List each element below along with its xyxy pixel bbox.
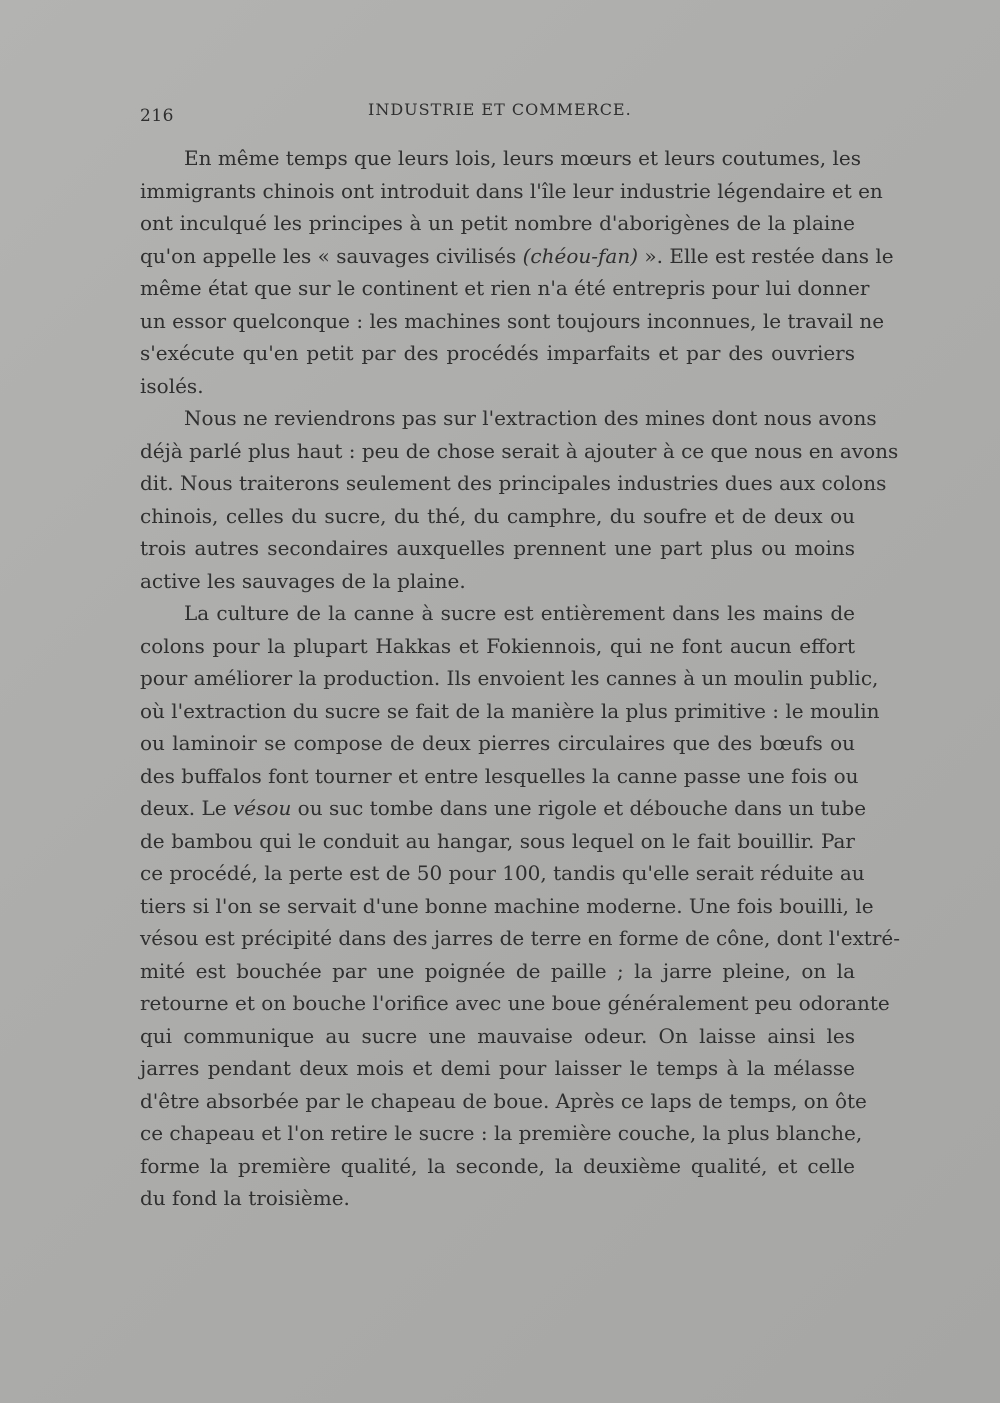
text-line: forme la première qualité, la seconde, la deuxième qualité, et celle xyxy=(140,1153,855,1178)
text-line: colons pour la plupart Hakkas et Fokiennois, qui ne font aucun effort xyxy=(140,633,855,658)
text-segment: deux. Le xyxy=(140,796,233,820)
text-line: La culture de la canne à sucre est entièrement dans les mains de xyxy=(184,601,855,625)
text-line: pour améliorer la production. Ils envoient les cannes à un moulin public, xyxy=(140,666,879,690)
text-line: s'exécute qu'en petit par des procédés imparfaits et par des ouvriers xyxy=(140,341,855,365)
text-segment: qu'on appelle les « sauvages civilisés xyxy=(140,243,523,268)
text-line: vésou est précipité dans des jarres de terre en forme de cône, dont l'extré- xyxy=(140,926,900,950)
text-line: chinois, celles du sucre, du thé, du camphre, du soufre et de deux ou xyxy=(140,503,855,528)
text-line: mité est bouchée par une poignée de paille ; la jarre pleine, on la xyxy=(140,958,855,983)
text-line-mixed xyxy=(140,792,867,825)
italic-term: vésou xyxy=(233,796,292,820)
text-line: trois autres secondaires auxquelles prennent une part plus ou moins xyxy=(140,536,855,560)
text-line: où l'extraction du sucre se fait de la manière la plus primitive : le moulin xyxy=(140,698,880,723)
paragraph-3 xyxy=(140,597,900,1215)
running-head xyxy=(140,100,855,130)
text-line: immigrants chinois ont introduit dans l'île leur industrie légendaire et en xyxy=(140,178,883,203)
text-line-mixed xyxy=(140,240,894,273)
text-line: jarres pendant deux mois et demi pour laisser le temps à la mélasse xyxy=(140,1056,855,1080)
text-line: qui communique au sucre une mauvaise odeur. On laisse ainsi les xyxy=(140,1023,855,1048)
text-line: ont inculqué les principes à un petit nombre d'aborigènes de la plaine xyxy=(140,211,855,235)
text-line: En même temps que leurs lois, leurs mœurs et leurs coutumes, les xyxy=(184,146,861,170)
text-line: Nous ne reviendrons pas sur l'extraction des mines dont nous avons xyxy=(184,406,877,430)
text-line: ce procédé, la perte est de 50 pour 100, tandis qu'elle serait réduite au xyxy=(140,861,865,885)
text-line: dit. Nous traiterons seulement des principales industries dues aux colons xyxy=(140,471,887,495)
text-line: ou laminoir se compose de deux pierres circulaires que des bœufs ou xyxy=(140,731,855,755)
text-line: de bambou qui le conduit au hangar, sous lequel on le fait bouillir. Par xyxy=(140,828,855,853)
text-segment: ou suc tombe dans une rigole et débouche dans un tube xyxy=(291,796,867,820)
text-line: du fond la troisième. xyxy=(140,1186,350,1210)
text-line: tiers si l'on se servait d'une bonne machine moderne. Une fois bouilli, le xyxy=(140,893,874,918)
chapter-title: INDUSTRIE ET COMMERCE. xyxy=(368,100,632,119)
body-text xyxy=(140,142,900,1215)
italic-term: (chéou-fan) xyxy=(522,243,639,268)
text-segment: ». Elle est restée dans le xyxy=(638,243,894,268)
text-line: même état que sur le continent et rien n'a été entrepris pour lui donner xyxy=(140,276,870,300)
paragraph-1 xyxy=(140,142,894,402)
text-line: d'être absorbée par le chapeau de boue. Après ce laps de temps, on ôte xyxy=(140,1088,867,1113)
text-line: ce chapeau et l'on retire le sucre : la première couche, la plus blanche, xyxy=(140,1121,863,1145)
text-line: retourne et on bouche l'orifice avec une boue généralement peu odorante xyxy=(140,991,890,1015)
text-line: active les sauvages de la plaine. xyxy=(140,568,466,593)
text-line: un essor quelconque : les machines sont toujours inconnues, le travail ne xyxy=(140,308,885,333)
page-number: 216 xyxy=(140,106,174,126)
paragraph-2 xyxy=(140,402,899,597)
text-line: des buffalos font tourner et entre lesquelles la canne passe une fois ou xyxy=(140,763,859,788)
text-line: isolés. xyxy=(140,373,204,398)
text-line: déjà parlé plus haut : peu de chose serait à ajouter à ce que nous en avons xyxy=(140,438,899,463)
